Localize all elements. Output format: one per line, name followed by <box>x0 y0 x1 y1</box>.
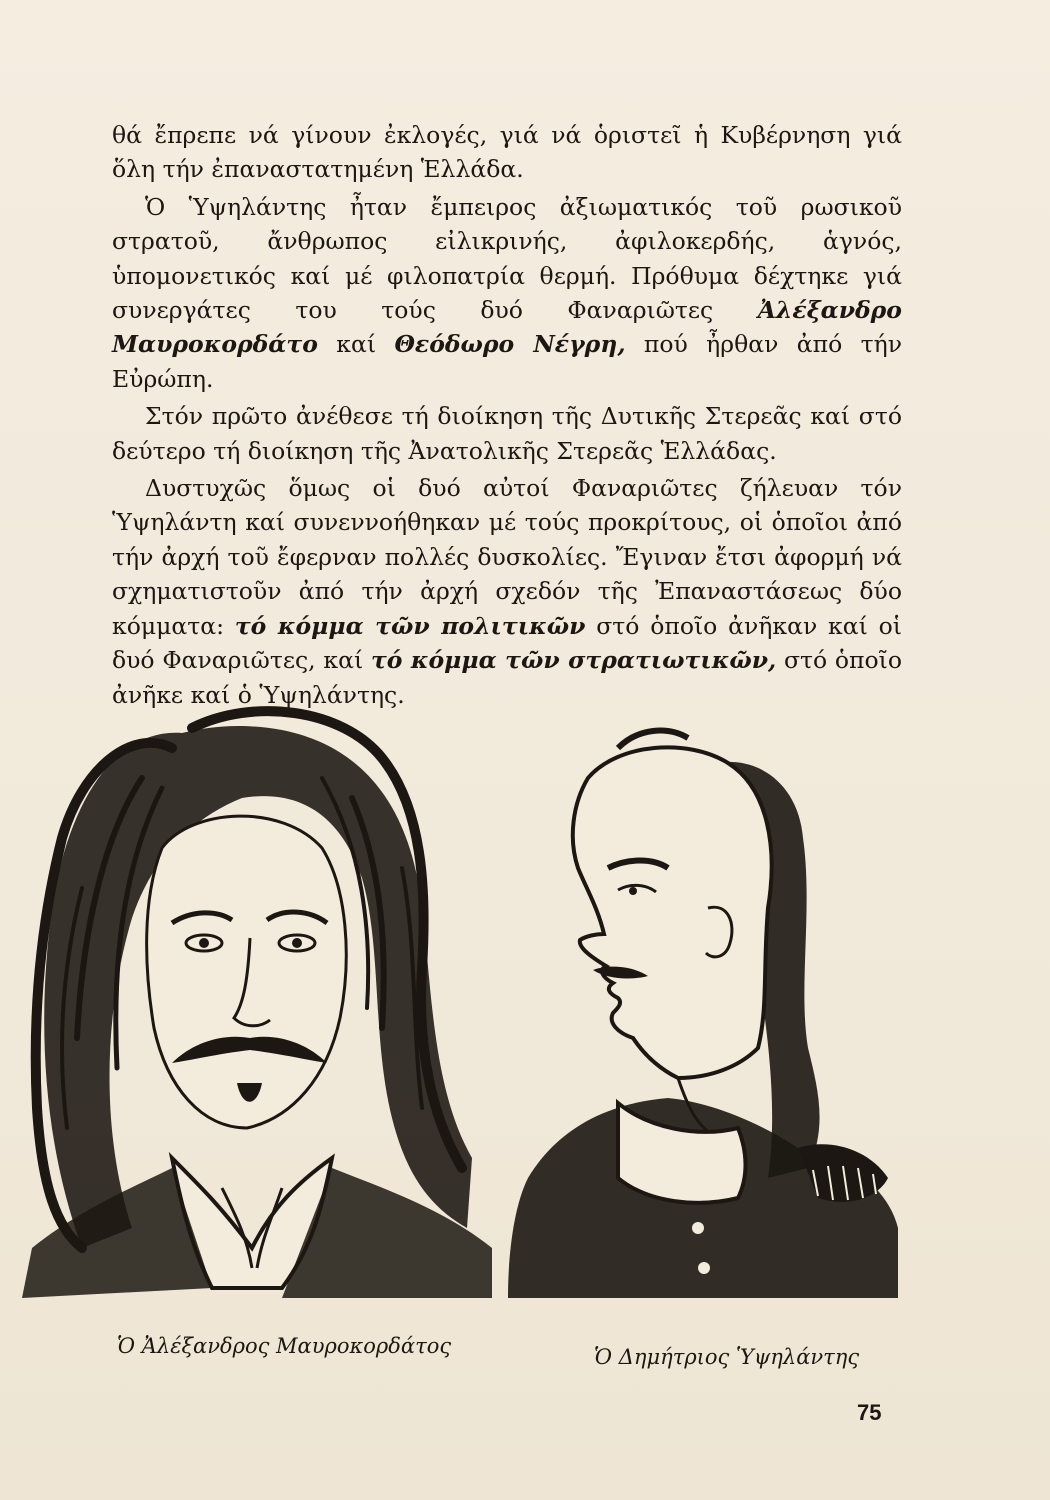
text-run: καί <box>317 330 395 359</box>
paragraph <box>112 471 902 712</box>
text-run: Ὁ Ὑψηλάντης ἦταν ἔμπειρος ἀξιωματικός τοῦ ρωσικοῦ στρατοῦ, ἄνθρωπος εἰλικρινής, ἀφιλοκερδής, ἁγνός, ὑπομονετικός καί μέ φιλοπατρία θερμή. Πρόθυμα δέχτηκε γιά συνεργάτες του τούς δυό Φαναριῶτες <box>112 192 902 325</box>
emphasized-name: Θεόδωρο Νέγρη, <box>394 330 626 359</box>
paragraph <box>112 399 902 468</box>
figure-caption-left: Ὁ Ἀλέξανδρος Μαυροκορδάτος <box>117 1334 452 1358</box>
paragraph <box>112 118 902 187</box>
text-run: θά ἔπρεπε νά γίνουν ἐκλογές, γιά νά ὁριστεῖ ἡ Κυβέρνηση γιά ὅλη τήν ἐπαναστατημένη Ἑλλάδα. <box>112 121 902 184</box>
paragraph <box>112 190 902 396</box>
figure-caption-right: Ὁ Δημήτριος Ὑψηλάντης <box>594 1345 860 1369</box>
portrait-ypsilantis <box>468 708 898 1298</box>
emphasized-term: τό κόμμα τῶν πολιτικῶν <box>234 611 586 640</box>
emphasized-term: τό κόμμα τῶν στρατιωτικῶν, <box>370 646 777 675</box>
portrait-mavrokordatos <box>22 688 492 1298</box>
text-run: στό ὁποῖο ἀνῆκε καί ὁ Ὑψηλάντης. <box>112 646 903 709</box>
page-number: 75 <box>857 1400 882 1425</box>
text-run: στό ὁποῖο ἀνῆκαν καί οἱ δυό Φαναριῶτες, καί <box>112 611 902 675</box>
text-run: Δυστυχῶς ὅμως οἱ δυό αὐτοί Φαναριῶτες ζήλευαν τόν Ὑψηλάντη καί συνεννοήθηκαν μέ τούς προκρίτους, οἱ ὁποῖοι ἀπό τήν ἀρχή τοῦ ἔφερναν πολλές δυσκολίες. Ἔγιναν ἔτσι ἀφορμή νά σχηματιστοῦν ἀπό τήν ἀρχή σχεδόν τῆς Ἐπαναστάσεως δύο κόμματα: <box>112 474 902 640</box>
body-text <box>112 118 902 712</box>
text-run: Στόν πρῶτο ἀνέθεσε τή διοίκηση τῆς Δυτικῆς Στερεᾶς καί στό δεύτερο τή διοίκηση τῆς Ἀνατολικῆς Στερεᾶς Ἑλλάδας. <box>112 402 902 465</box>
text-run: πού ἦρθαν ἀπό τήν Εὐρώπη. <box>112 330 902 393</box>
emphasized-name: Ἀλέξανδρο Μαυροκορδάτο <box>112 296 902 359</box>
